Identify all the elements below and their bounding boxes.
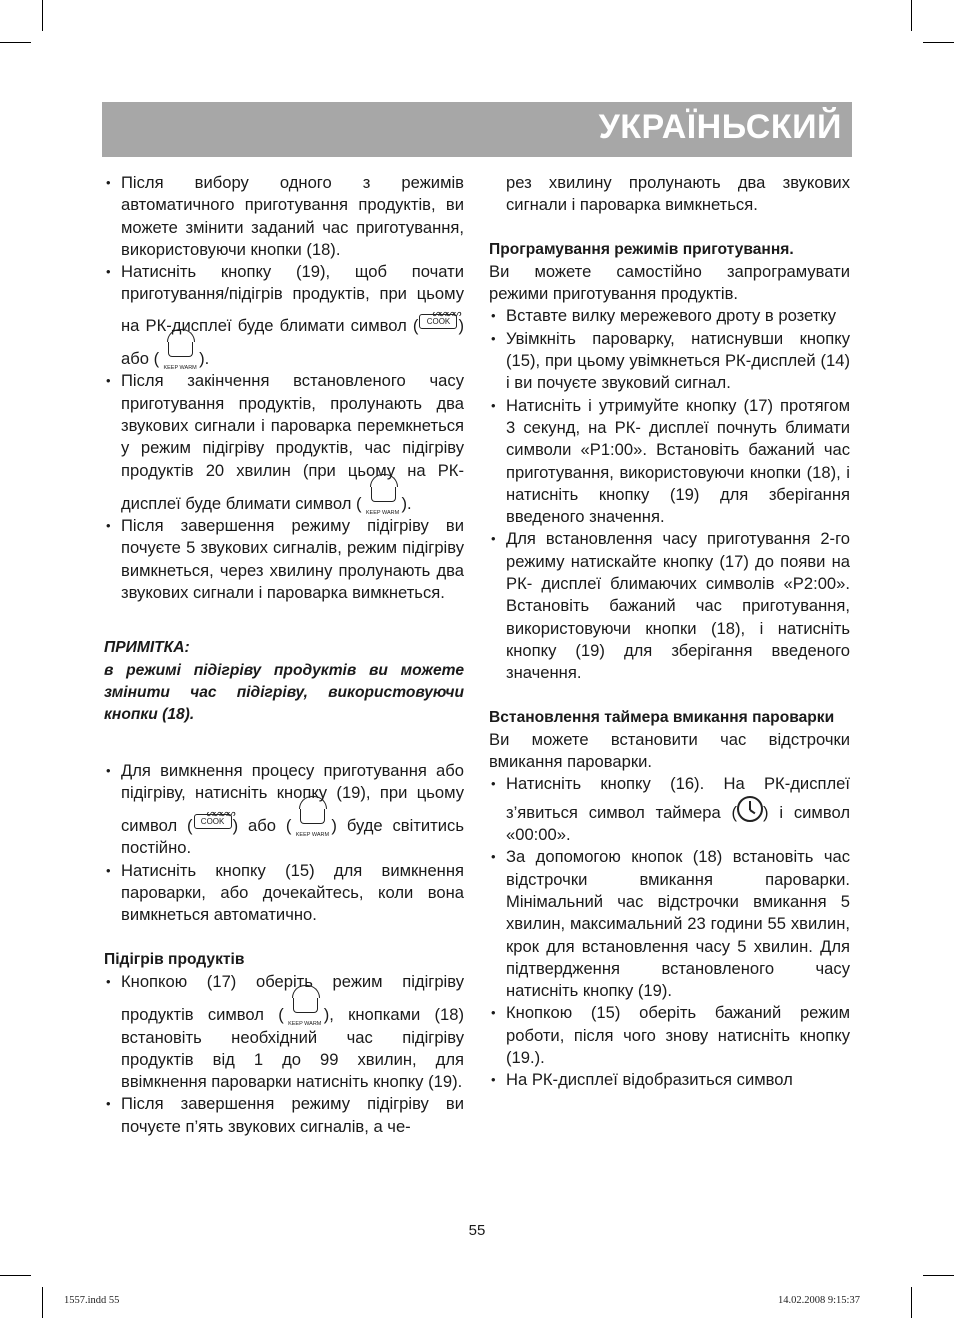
list-item: • Натисніть і утримуйте кнопку (17) протягом 3 секунд, на РК- дисплеї почнуть блимати символи «P1:00». Встановіть бажаний час приготування, використовуючи кнопки (18), і натисніть кнопку (19) для зберігання введеного значення. bbox=[489, 395, 850, 529]
list-item: • Для вимкнення процесу приготування або підігріву, натисніть кнопку (19), при цьому символ ( ᔕᔕᔕᔕ COOK ) або ( KEEP WARM ) буде світитись постійно. bbox=[104, 760, 464, 860]
list-item: • Для встановлення часу приготування 2-го режиму натискайте кнопку (17) до появи на РК- дисплеї блимаючих символів «P2:00». Встановіть бажаний час приготування, використовуючи кнопки (18), і натисніть кнопку (19) для зберігання введеного значення. bbox=[489, 528, 850, 684]
page-number: 55 bbox=[468, 1222, 486, 1239]
list-item: • Після вибору одного з режимів автоматичного приготування продуктів, ви можете змінити заданий час приготування, використовуючи кнопки (18). bbox=[104, 172, 464, 261]
note-title: ПРИМІТКА: bbox=[104, 639, 190, 657]
crop-mark bbox=[923, 1275, 954, 1276]
note-text: в режимі підігріву продуктів ви можете змінити час підігріву, використовуючи кнопки (18). bbox=[104, 661, 464, 724]
crop-mark bbox=[923, 42, 954, 43]
list-item: • Натисніть кнопку (19), щоб почати приготування/підігрів продуктів, при цьому на РК-дисплеї буде блимати символ ( ᔕᔕᔕᔕ COOK ) або ( KEEP WARM ). bbox=[104, 261, 464, 370]
list-item: • Після завершення режиму підігріву ви почуєте п’ять звукових сигналів, а че- bbox=[104, 1093, 464, 1138]
paragraph: Ви можете самостійно запрограмувати режими приготування продуктів. bbox=[489, 261, 850, 304]
crop-mark bbox=[911, 1287, 912, 1318]
keep-warm-icon: KEEP WARM bbox=[159, 337, 199, 367]
list-item: • На РК-дисплеї відобразиться символ bbox=[489, 1069, 850, 1091]
paragraph-continued: рез хвилину пролунають два звукових сигнали і пароварка вимкнеться. bbox=[506, 173, 850, 215]
right-column bbox=[489, 172, 850, 1092]
section-heading: Встановлення таймера вмикання пароварки bbox=[489, 708, 835, 726]
list-item: • Після завершення режиму підігріву ви почуєте 5 звукових сигналів, режим підігріву вимкнеться, через хвилину пролунають два звукових сигнали і пароварка вимкнеться. bbox=[104, 515, 464, 604]
list-item: • Увімкніть пароварку, натиснувши кнопку (15), при цьому увімкнеться РК-дисплей (14) і ви почуєте звуковий сигнал. bbox=[489, 328, 850, 395]
crop-mark bbox=[911, 0, 912, 31]
keep-warm-icon: KEEP WARM bbox=[362, 482, 402, 512]
language-header-bar bbox=[102, 102, 852, 157]
left-column bbox=[104, 172, 464, 1138]
footer-file: 1557.indd 55 bbox=[64, 1295, 120, 1306]
paragraph: Ви можете встановити час відстрочки вмикання пароварки. bbox=[489, 729, 850, 772]
cook-icon: ᔕᔕᔕᔕ COOK bbox=[193, 806, 233, 834]
cook-icon: ᔕᔕᔕᔕ COOK bbox=[418, 306, 458, 334]
crop-mark bbox=[42, 0, 43, 31]
footer-date: 14.02.2008 9:15:37 bbox=[778, 1295, 860, 1306]
crop-mark bbox=[0, 1275, 31, 1276]
list-item: • Кнопкою (17) оберіть режим підігріву продуктів символ ( KEEP WARM ), кнопками (18) встановіть необхідний час підігріву продуктів від 1 до 99 хвилин, для ввімкнення пароварки натисніть кнопку (19). bbox=[104, 971, 464, 1093]
crop-mark bbox=[42, 1287, 43, 1318]
crop-mark bbox=[0, 42, 31, 43]
timer-icon bbox=[737, 796, 763, 822]
section-heading: Підігрів продуктів bbox=[104, 950, 245, 968]
header-title: УКРАЇНЬСКИЙ bbox=[598, 108, 842, 146]
list-item: • Вставте вилку мережевого дроту в розетку bbox=[489, 305, 850, 327]
list-item: • Кнопкою (15) оберіть бажаний режим роботи, після чого знову натисніть кнопку (19.). bbox=[489, 1002, 850, 1069]
list-item: • Натисніть кнопку (16). На РК-дисплеї з’явиться символ таймера ( ) і символ «00:00». bbox=[489, 773, 850, 846]
keep-warm-icon: KEEP WARM bbox=[284, 993, 324, 1023]
section-heading: Програмування режимів приготування. bbox=[489, 240, 794, 258]
list-item: • Після закінчення встановленого часу приготування продуктів, пролунають два звукових сигнали і пароварка перемкнеться у режим підігріву продуктів, час підігріву продуктів 20 хвилин (при цьому на РК-дисплеї буде блимати символ ( KEEP WARM ). bbox=[104, 370, 464, 515]
list-item: • За допомогою кнопок (18) встановіть час відстрочки вмикання пароварки. Мінімальний час відстрочки вмикання 5 хвилин, максимальний 23 години 55 хвилин, крок для встановлення часу 5 хвилин. Для підтвердження встановленого часу натисніть кнопку (19). bbox=[489, 846, 850, 1002]
keep-warm-icon: KEEP WARM bbox=[291, 804, 331, 834]
list-item: • Натисніть кнопку (15) для вимкнення пароварки, або дочекайтесь, коли вона вимкнеться автоматично. bbox=[104, 860, 464, 927]
